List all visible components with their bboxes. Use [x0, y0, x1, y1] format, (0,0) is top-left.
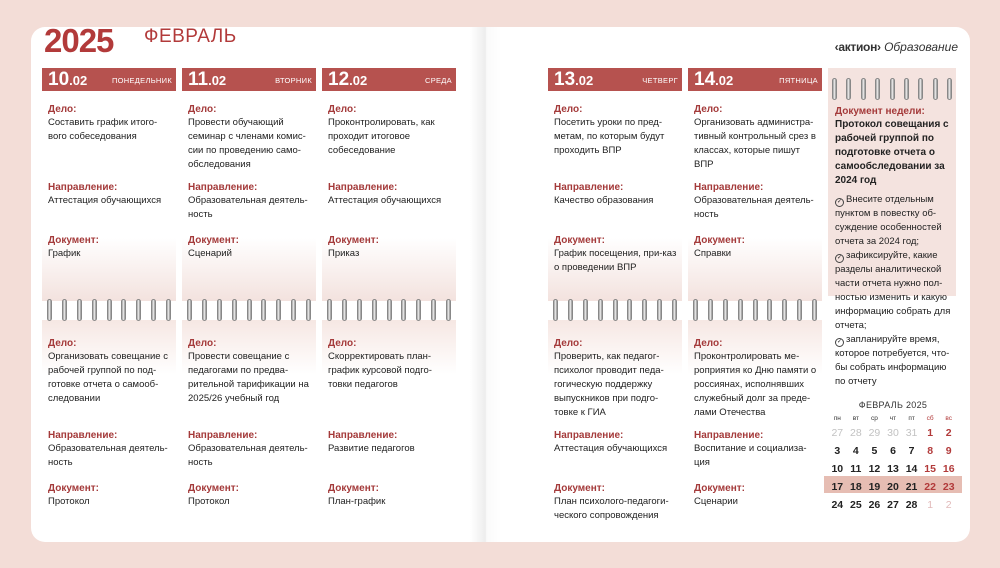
binder-ring	[306, 299, 311, 321]
day-date	[694, 69, 733, 91]
binder-ring	[166, 299, 171, 321]
binder-ring	[642, 299, 647, 321]
direction-text: Образовательная деятель-ность	[188, 195, 308, 220]
document-block	[554, 235, 678, 275]
task-block	[188, 104, 312, 172]
calendar-day: 20	[887, 481, 899, 493]
day-number: 13	[554, 69, 576, 90]
calendar-weekday: вс	[945, 415, 953, 422]
calendar-day: 12	[868, 463, 881, 475]
binder-ring	[431, 299, 436, 321]
binder-ring	[202, 299, 207, 321]
day-header	[182, 68, 316, 91]
direction-block	[188, 430, 312, 470]
check-circle-icon: ✓	[836, 199, 843, 205]
calendar-weekday: чт	[889, 415, 897, 422]
document-block	[328, 483, 452, 509]
day-number: 12	[328, 69, 350, 90]
day-header	[322, 68, 456, 91]
calendar-day: 22	[924, 481, 936, 493]
document-label: Документ:	[328, 235, 380, 246]
direction-label: Направление:	[188, 182, 258, 193]
binder-ring	[723, 299, 728, 321]
task-label: Дело:	[48, 338, 77, 349]
calendar-grid	[828, 414, 958, 514]
binder-rings	[182, 299, 316, 321]
task-block	[48, 104, 172, 144]
task-text: Провести совещание с педагогами по предва-рительной тарификации на 2025/26 учебный год	[188, 351, 309, 404]
document-step-text: Внесите отдельным пунктом в повестку об-суждение особенностей отчета за 2024 год;	[835, 194, 942, 247]
day-date	[328, 69, 367, 91]
calendar-day: 2	[945, 427, 952, 439]
day-weekday: ПЯТНИЦА	[779, 76, 818, 85]
binder-ring	[797, 299, 802, 321]
binder-ring	[401, 299, 406, 321]
calendar-day: 28	[850, 427, 862, 439]
day-date	[554, 69, 593, 91]
brand-logo	[835, 40, 958, 54]
binder-ring	[904, 78, 909, 100]
task-label: Дело:	[554, 104, 583, 115]
calendar-day: 1	[927, 427, 934, 439]
direction-text: Воспитание и социализа-ция	[694, 443, 807, 468]
calendar-day: 26	[868, 499, 881, 511]
binder-ring	[327, 299, 332, 321]
document-label: Документ:	[48, 483, 100, 494]
binder-ring	[247, 299, 252, 321]
direction-text: Качество образования	[554, 195, 654, 206]
direction-label: Направление:	[554, 430, 624, 441]
binder-ring	[918, 78, 923, 100]
direction-block	[694, 430, 818, 470]
calendar-day: 10	[831, 463, 844, 475]
document-text: График посещения, при-каз о проведении ВПР	[554, 248, 677, 273]
task-text: Провести обучающий семинар с членами комис-сии по проведению само-обследования	[188, 117, 306, 170]
direction-text: Развитие педагогов	[328, 443, 415, 454]
document-of-week-title: Протокол совещания с рабочей группой по подготовке отчета о самообследовании за 2024 год	[835, 119, 949, 186]
binder-rings	[42, 299, 176, 321]
task-text: Проконтролировать, как проходит итоговое собеседование	[328, 117, 435, 156]
day-column	[42, 68, 176, 538]
document-step-text: запланируйте время, которое потребуется, что-бы собрать информацию по отчету	[835, 334, 950, 387]
direction-label: Направление:	[694, 430, 764, 441]
direction-text: Образовательная деятель-ность	[48, 443, 168, 468]
binder-ring	[947, 78, 952, 100]
document-label: Документ:	[694, 235, 746, 246]
calendar-day: 7	[908, 445, 915, 457]
document-block	[48, 235, 172, 261]
document-step	[835, 249, 955, 333]
day-month: .02	[575, 73, 594, 88]
day-number: 10	[48, 69, 70, 90]
day-number: 14	[694, 69, 716, 90]
binder-ring	[232, 299, 237, 321]
task-block	[694, 338, 818, 420]
calendar-day: 21	[905, 481, 918, 493]
day-column	[322, 68, 456, 538]
document-block	[694, 235, 818, 261]
binder-ring	[276, 299, 281, 321]
document-text: Сценарий	[188, 248, 232, 259]
binder-ring	[812, 299, 817, 321]
direction-text: Аттестация обучающихся	[554, 443, 668, 454]
day-month: .02	[349, 73, 368, 88]
task-label: Дело:	[328, 104, 357, 115]
binder-ring	[342, 299, 347, 321]
document-of-week-label: Документ недели:	[835, 106, 925, 117]
document-block	[188, 235, 312, 261]
calendar-day: 25	[850, 499, 862, 511]
binder-ring	[627, 299, 632, 321]
document-label: Документ:	[694, 483, 746, 494]
calendar-day: 1	[927, 499, 934, 511]
day-month: .02	[715, 73, 734, 88]
binder-ring	[77, 299, 82, 321]
calendar-weekday: пт	[908, 415, 915, 422]
binder-ring	[261, 299, 266, 321]
day-column	[688, 68, 822, 538]
direction-label: Направление:	[48, 182, 118, 193]
calendar-title: ФЕВРАЛЬ 2025	[858, 400, 928, 410]
binder-ring	[92, 299, 97, 321]
direction-block	[328, 182, 452, 208]
brand-subtitle: Образование	[884, 40, 958, 54]
year-heading: 2025	[44, 22, 114, 59]
task-block	[48, 338, 172, 406]
binder-ring	[767, 299, 772, 321]
calendar-day: 14	[905, 463, 918, 475]
direction-label: Направление:	[554, 182, 624, 193]
calendar-day: 3	[834, 445, 841, 457]
calendar-weekday: пн	[833, 415, 841, 422]
calendar-day: 8	[927, 445, 934, 457]
task-text: Проверить, как педагог-психолог проводит педа-гогическую поддержку выпускников при подго-товке к ГИА	[554, 351, 664, 418]
document-block	[188, 483, 312, 509]
binder-ring	[568, 299, 573, 321]
day-weekday: ЧЕТВЕРГ	[642, 76, 678, 85]
direction-label: Направление:	[328, 430, 398, 441]
binder-ring	[387, 299, 392, 321]
calendar-day: 13	[887, 463, 899, 475]
day-date	[188, 69, 226, 91]
calendar-day: 6	[890, 445, 896, 457]
task-text: Скорректировать план-график курсовой подго-товки педагогов	[328, 351, 432, 390]
binder-rings	[828, 78, 956, 100]
binder-ring	[598, 299, 603, 321]
calendar-day: 15	[924, 463, 936, 475]
direction-text: Аттестация обучающихся	[48, 195, 162, 206]
binder-ring	[446, 299, 451, 321]
task-label: Дело:	[188, 338, 217, 349]
task-label: Дело:	[48, 104, 77, 115]
document-label: Документ:	[48, 235, 100, 246]
binder-ring	[583, 299, 588, 321]
day-weekday: СРЕДА	[424, 76, 452, 85]
direction-text: Аттестация обучающихся	[328, 195, 442, 206]
task-block	[554, 104, 678, 158]
direction-text: Образовательная деятель-ность	[188, 443, 308, 468]
calendar-day: 27	[887, 499, 899, 511]
calendar-day: 27	[831, 427, 844, 439]
document-label: Документ:	[188, 235, 240, 246]
binder-ring	[136, 299, 141, 321]
direction-block	[694, 182, 818, 222]
calendar-day: 5	[871, 445, 878, 457]
binder-ring	[372, 299, 377, 321]
binder-ring	[738, 299, 743, 321]
binder-ring	[672, 299, 677, 321]
document-label: Документ:	[554, 235, 606, 246]
binder-ring	[187, 299, 192, 321]
calendar-weekday: вт	[852, 415, 859, 422]
document-label: Документ:	[554, 483, 606, 494]
calendar-day: 4	[852, 445, 859, 457]
book-spine	[470, 27, 502, 542]
day-number: 11	[188, 69, 209, 90]
document-block	[554, 483, 678, 523]
calendar-day: 19	[868, 481, 881, 493]
day-header	[688, 68, 822, 91]
binder-ring	[47, 299, 52, 321]
calendar-weekday: сб	[926, 415, 934, 422]
binder-ring	[832, 78, 837, 100]
task-block	[328, 104, 452, 158]
document-text: Приказ	[328, 248, 360, 259]
document-step-text: зафиксируйте, какие разделы аналитической части отчета нужно пол-ностью изменить и какую информацию собрать для отчета;	[835, 250, 951, 331]
check-circle-icon: ✓	[836, 255, 843, 261]
document-text: Сценарии	[694, 496, 738, 507]
document-step	[835, 333, 955, 389]
calendar-day: 16	[942, 463, 955, 475]
document-text: Протокол	[48, 496, 90, 507]
binder-ring	[357, 299, 362, 321]
calendar-day: 11	[850, 463, 862, 475]
binder-ring	[861, 78, 866, 100]
calendar-day: 24	[831, 499, 844, 511]
day-month: .02	[69, 73, 88, 88]
day-header	[42, 68, 176, 91]
task-text: Организовать совещание с рабочей группой по под-готовке отчета о самооб-следовании	[48, 351, 168, 404]
binder-ring	[657, 299, 662, 321]
binder-rings	[322, 299, 456, 321]
calendar-day: 9	[945, 445, 952, 457]
task-label: Дело:	[694, 104, 723, 115]
task-block	[188, 338, 312, 406]
day-column	[548, 68, 682, 538]
direction-block	[328, 430, 452, 456]
document-text: Справки	[694, 248, 732, 259]
calendar-day: 18	[850, 481, 862, 493]
calendar-day: 30	[887, 427, 899, 439]
mini-calendar	[828, 400, 958, 514]
task-block	[694, 104, 818, 172]
day-header	[548, 68, 682, 91]
binder-ring	[846, 78, 851, 100]
binder-rings	[688, 299, 822, 321]
binder-ring	[553, 299, 558, 321]
direction-block	[48, 182, 172, 208]
document-label: Документ:	[188, 483, 240, 494]
task-label: Дело:	[554, 338, 583, 349]
binder-ring	[782, 299, 787, 321]
binder-ring	[62, 299, 67, 321]
direction-text: Образовательная деятель-ность	[694, 195, 814, 220]
calendar-day: 2	[945, 499, 952, 511]
direction-label: Направление:	[48, 430, 118, 441]
day-date	[48, 69, 87, 91]
calendar-day: 17	[831, 481, 844, 493]
binder-ring	[613, 299, 618, 321]
document-block	[694, 483, 818, 509]
binder-ring	[291, 299, 296, 321]
direction-block	[554, 430, 678, 456]
binder-ring	[933, 78, 938, 100]
calendar-day: 31	[905, 427, 918, 439]
binder-ring	[875, 78, 880, 100]
direction-block	[188, 182, 312, 222]
document-text: План психолого-педагоги-ческого сопровождения	[554, 496, 669, 521]
binder-ring	[708, 299, 713, 321]
document-label: Документ:	[328, 483, 380, 494]
month-heading: ФЕВРАЛЬ	[144, 26, 237, 47]
task-text: Организовать администра-тивный контрольный срез в классах, которые пишут ВПР	[694, 117, 816, 170]
direction-block	[48, 430, 172, 470]
brand-name: ‹актион›	[834, 40, 881, 54]
calendar-day: 28	[905, 499, 918, 511]
direction-label: Направление:	[328, 182, 398, 193]
document-of-week-steps	[835, 193, 955, 389]
task-block	[554, 338, 678, 420]
task-label: Дело:	[328, 338, 357, 349]
calendar-day: 29	[868, 427, 881, 439]
document-block	[328, 235, 452, 261]
task-label: Дело:	[188, 104, 217, 115]
calendar-day: 23	[942, 481, 955, 493]
direction-label: Направление:	[188, 430, 258, 441]
task-block	[328, 338, 452, 392]
day-month: .02	[208, 73, 227, 88]
binder-ring	[693, 299, 698, 321]
document-step	[835, 193, 955, 249]
day-weekday: ПОНЕДЕЛЬНИК	[111, 76, 172, 85]
binder-ring	[151, 299, 156, 321]
task-text: Посетить уроки по пред-метам, по которым будут проходить ВПР	[554, 117, 665, 156]
check-circle-icon: ✓	[836, 339, 843, 345]
document-text: Протокол	[188, 496, 230, 507]
task-text: Составить график итого-вого собеседования	[48, 117, 158, 142]
direction-block	[554, 182, 678, 208]
task-text: Проконтролировать ме-роприятия ко Дню памяти о россиянах, исполнявших служебный долг за преде-лами Отечества	[694, 351, 817, 418]
calendar-weekday: ср	[870, 415, 878, 422]
binder-ring	[416, 299, 421, 321]
binder-rings	[548, 299, 682, 321]
binder-ring	[217, 299, 222, 321]
document-text: План-график	[328, 496, 386, 507]
binder-ring	[753, 299, 758, 321]
binder-ring	[890, 78, 895, 100]
day-weekday: ВТОРНИК	[275, 76, 312, 85]
binder-ring	[121, 299, 126, 321]
document-block	[48, 483, 172, 509]
day-column	[182, 68, 316, 538]
direction-label: Направление:	[694, 182, 764, 193]
binder-ring	[107, 299, 112, 321]
document-text: График	[48, 248, 81, 259]
task-label: Дело:	[694, 338, 723, 349]
